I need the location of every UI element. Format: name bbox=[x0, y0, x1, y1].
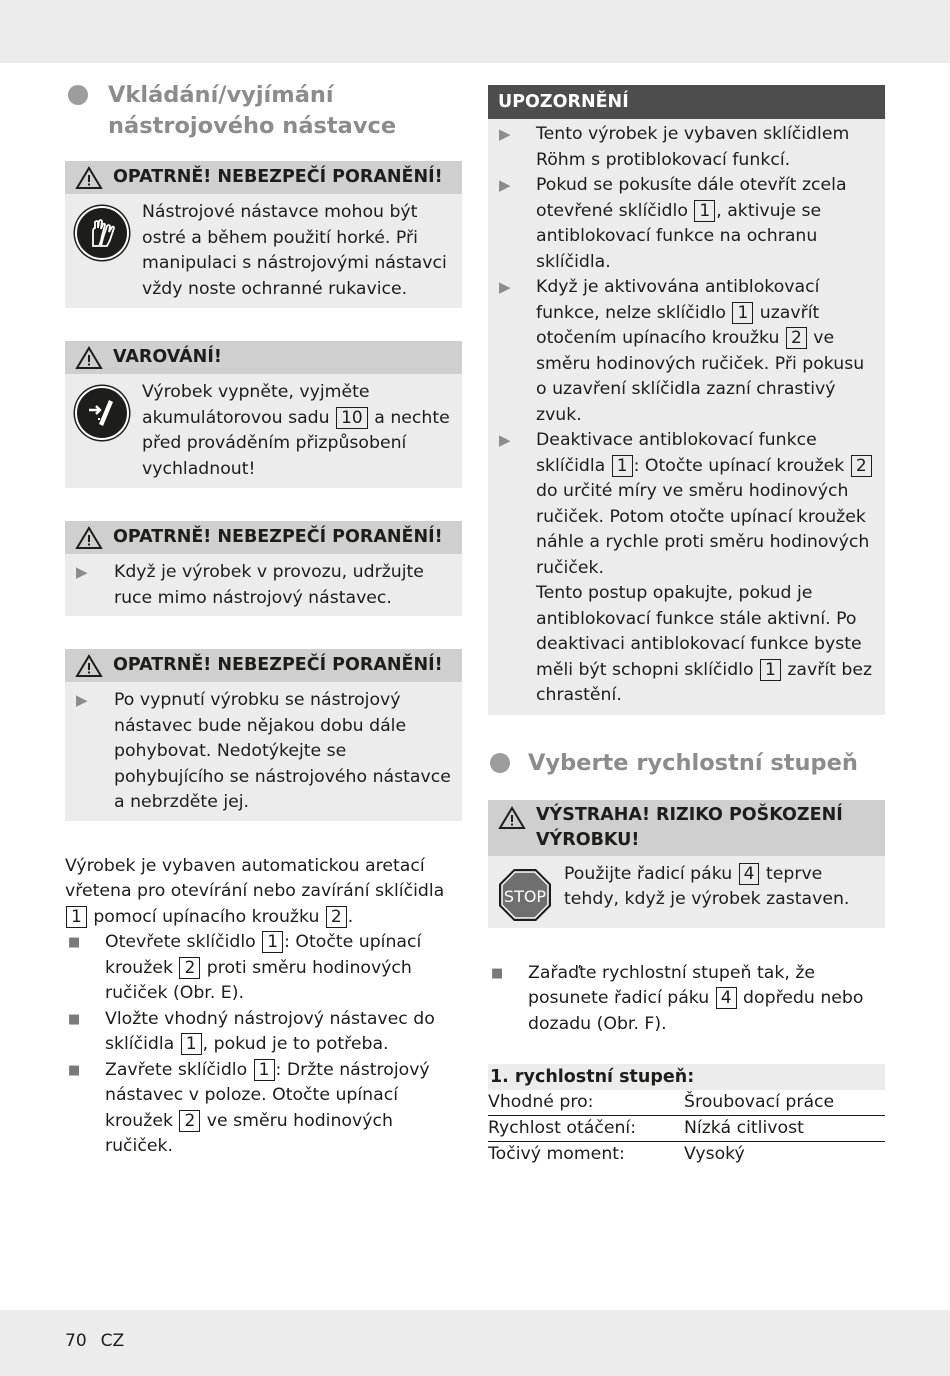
notice-text: zavřít bez chrastění. bbox=[536, 659, 873, 705]
warning-body bbox=[65, 374, 462, 488]
ref-number: 10 bbox=[336, 407, 368, 429]
arrow-bullet-icon: ▶ bbox=[499, 431, 511, 449]
section-heading-text: Vkládání/vyjímání nástrojového nástavce bbox=[108, 82, 397, 139]
warning-triangle-icon bbox=[75, 526, 103, 550]
notice-text: , aktivuje se antiblokovací funkce na ochranu sklíčidla. bbox=[536, 200, 822, 272]
left-column bbox=[65, 80, 462, 1160]
table-key: Vhodné pro: bbox=[488, 1092, 594, 1112]
list-item bbox=[75, 560, 456, 611]
warning-triangle-icon bbox=[498, 806, 526, 830]
warning-text bbox=[142, 380, 452, 482]
notice-text: Deaktivace antiblokovací funkce sklíčidla bbox=[536, 430, 817, 476]
list-item-text bbox=[528, 961, 885, 1038]
list-item-text bbox=[536, 275, 877, 428]
remove-battery-icon bbox=[75, 386, 129, 440]
list-item-text bbox=[105, 1058, 462, 1160]
caution-list bbox=[65, 554, 462, 616]
step-text: : Otočte upínací kroužek bbox=[105, 932, 422, 978]
step-text: Otevřete sklíčidlo bbox=[105, 932, 262, 952]
list-item bbox=[498, 275, 877, 428]
warning-triangle-icon bbox=[75, 346, 103, 370]
list-item bbox=[65, 1007, 462, 1058]
caution-list bbox=[65, 682, 462, 821]
caution-box-hands bbox=[65, 521, 462, 616]
notice-text: uzavřít otočením upínacího kroužku bbox=[536, 302, 820, 348]
table-row bbox=[488, 1142, 885, 1168]
step-text: : Držte nástrojový nástavec v poloze. Otočte upínací kroužek bbox=[105, 1059, 430, 1131]
speed-table bbox=[488, 1064, 885, 1168]
notice-text: Když je aktivována antiblokovací funkce, nelze sklíčidlo bbox=[536, 277, 820, 323]
step-text: dopředu nebo dozadu (Obr. F). bbox=[528, 988, 864, 1034]
notice-bar: UPOZORNĚNÍ bbox=[488, 85, 885, 119]
caution-bar bbox=[65, 649, 462, 682]
table-key: Točivý moment: bbox=[488, 1144, 625, 1164]
ref-number: 2 bbox=[851, 455, 872, 477]
ref-number: 2 bbox=[786, 327, 807, 349]
notice-list bbox=[498, 122, 877, 709]
intro-text: Výrobek je vybaven automatickou aretací vřetena pro otevírání nebo zavírání sklíčidla bbox=[65, 855, 445, 901]
caution-box-gloves bbox=[65, 161, 462, 308]
step-text: Zařaďte rychlostní stupeň tak, že posunete řadicí páku bbox=[528, 962, 816, 1008]
caution-title: OPATRNĚ! NEBEZPEČÍ PORANĚNÍ! bbox=[113, 527, 443, 547]
caution-title: OPATRNĚ! NEBEZPEČÍ PORANĚNÍ! bbox=[113, 655, 443, 675]
arrow-bullet-icon: ▶ bbox=[76, 691, 88, 709]
list-item bbox=[488, 961, 885, 1038]
gloves-icon bbox=[75, 206, 129, 260]
caution-body bbox=[65, 194, 462, 308]
ref-number: 4 bbox=[739, 863, 760, 885]
section-heading-text: Vyberte rychlostní stupeň bbox=[528, 749, 858, 776]
table-row bbox=[488, 1116, 885, 1142]
step-text: proti směru hodinových ručiček (Obr. E). bbox=[105, 957, 412, 1003]
caution-bar bbox=[488, 800, 885, 856]
list-item bbox=[65, 930, 462, 1007]
notice-text: do určité míry ve směru hodinových ručiček. Potom otočte upínací kroužek náhle a rychle proti směru hodinových ručiček. bbox=[536, 481, 870, 578]
table-value: Šroubovací práce bbox=[684, 1092, 835, 1112]
arrow-bullet-icon: ▶ bbox=[499, 125, 511, 143]
ref-number: 1 bbox=[612, 455, 633, 477]
language-code: CZ bbox=[100, 1331, 125, 1351]
bullet-dot-icon bbox=[490, 753, 510, 773]
section-heading-speed bbox=[490, 748, 885, 779]
warning-bar bbox=[65, 341, 462, 374]
table-value: Nízká citlivost bbox=[684, 1118, 804, 1138]
step-text: Zavřete sklíčidlo bbox=[105, 1059, 253, 1080]
list-item-text: Tento výrobek je vybaven sklíčidlem Röhm s protiblokovací funkcí. bbox=[536, 124, 850, 170]
speed-steps-list bbox=[488, 961, 885, 1038]
square-bullet-icon: ■ bbox=[68, 1011, 81, 1027]
stop-text bbox=[564, 862, 875, 922]
square-bullet-icon: ■ bbox=[68, 935, 81, 950]
list-item bbox=[75, 688, 456, 816]
table-key: Rychlost otáčení: bbox=[488, 1118, 637, 1138]
notice-text: ve směru hodinových ručiček. Při pokusu o uzavření sklíčidla zazní chrastivý zvuk. bbox=[536, 328, 865, 425]
notice-text: Pokud se pokusíte dále otevřít zcela otevřené sklíčidlo bbox=[536, 175, 847, 221]
ref-number: 1 bbox=[694, 200, 715, 222]
warning-text-b: a nechte před prováděním přizpůsobení vychladnout! bbox=[142, 407, 450, 479]
ref-number: 1 bbox=[181, 1033, 202, 1055]
stop-text-a: Použijte řadicí páku bbox=[564, 863, 738, 884]
ref-number: 1 bbox=[262, 931, 283, 953]
table-value: Vysoký bbox=[684, 1144, 745, 1164]
section-heading-insert-remove bbox=[68, 80, 462, 142]
list-item bbox=[498, 428, 877, 709]
page-footer bbox=[65, 1331, 138, 1351]
caution-title: VÝSTRAHA! RIZIKO POŠKOZENÍ VÝROBKU! bbox=[536, 804, 843, 850]
table-row bbox=[488, 1090, 885, 1116]
bottom-band bbox=[0, 1310, 950, 1376]
ref-number: 1 bbox=[66, 906, 87, 928]
ref-number: 2 bbox=[326, 906, 347, 928]
step-text: , pokud je to potřeba. bbox=[202, 1034, 389, 1054]
notice-text: Tento postup opakujte, pokud je antiblokovací funkce stále aktivní. Po deaktivaci antiblokovací funkce byste měli být schopni sklíčidlo bbox=[536, 583, 862, 680]
square-bullet-icon: ■ bbox=[68, 1062, 81, 1078]
step-text: Vložte vhodný nástrojový nástavec do sklíčidla bbox=[105, 1008, 435, 1054]
right-column bbox=[488, 85, 885, 1168]
stop-box bbox=[488, 800, 885, 928]
list-item bbox=[498, 173, 877, 275]
arrow-bullet-icon: ▶ bbox=[76, 563, 88, 581]
caution-bar bbox=[65, 521, 462, 554]
stop-sign-icon bbox=[498, 868, 552, 922]
top-band bbox=[0, 0, 950, 63]
arrow-bullet-icon: ▶ bbox=[499, 176, 511, 194]
caution-title: OPATRNĚ! NEBEZPEČÍ PORANĚNÍ! bbox=[113, 167, 443, 187]
step-text: ve směru hodinových ručiček. bbox=[105, 1110, 393, 1156]
intro-text: . bbox=[347, 906, 354, 927]
square-bullet-icon: ■ bbox=[491, 965, 504, 981]
caution-bar bbox=[65, 161, 462, 194]
intro-paragraph bbox=[65, 854, 462, 931]
notice-box bbox=[488, 119, 885, 715]
speed-table-title: 1. rychlostní stupeň: bbox=[488, 1064, 885, 1090]
arrow-bullet-icon: ▶ bbox=[499, 278, 511, 296]
list-item-text bbox=[536, 428, 877, 709]
list-item bbox=[498, 122, 877, 173]
ref-number: 2 bbox=[179, 957, 200, 979]
warning-triangle-icon bbox=[75, 654, 103, 678]
list-item-text: Po vypnutí výrobku se nástrojový nástavec bude nějakou dobu dále pohybovat. Nedotýkejte se pohybujícího se nástrojového nástavce a nebrzděte jej. bbox=[114, 690, 451, 812]
list-item bbox=[65, 1058, 462, 1160]
steps-list bbox=[65, 930, 462, 1160]
warning-title: VAROVÁNÍ! bbox=[113, 347, 222, 367]
caution-text: Nástrojové nástavce mohou být ostré a během použití horké. Při manipulaci s nástrojovými nástavci vždy noste ochranné rukavice. bbox=[142, 202, 447, 299]
warning-box-battery bbox=[65, 341, 462, 488]
stop-body bbox=[488, 856, 885, 928]
list-item-text: Když je výrobek v provozu, udržujte ruce mimo nástrojový nástavec. bbox=[114, 562, 424, 608]
warning-triangle-icon bbox=[75, 166, 103, 190]
stop-sign-text: STOP bbox=[503, 886, 547, 906]
bullet-dot-icon bbox=[68, 85, 88, 105]
ref-number: 1 bbox=[732, 302, 753, 324]
list-item-text bbox=[105, 930, 462, 1007]
ref-number: 1 bbox=[760, 659, 781, 681]
ref-number: 2 bbox=[179, 1110, 200, 1132]
list-item-text bbox=[536, 173, 877, 275]
stop-text-b: teprve tehdy, když je výrobek zastaven. bbox=[564, 863, 850, 909]
list-item-text bbox=[105, 1007, 462, 1058]
notice-text: : Otočte upínací kroužek bbox=[633, 455, 850, 476]
page-number: 70 bbox=[65, 1331, 87, 1351]
ref-number: 1 bbox=[254, 1059, 275, 1081]
warning-text-a: Výrobek vypněte, vyjměte akumulátorovou sadu bbox=[142, 382, 370, 428]
caution-box-rundown bbox=[65, 649, 462, 821]
ref-number: 4 bbox=[716, 987, 737, 1009]
intro-text: pomocí upínacího kroužku bbox=[87, 906, 325, 927]
